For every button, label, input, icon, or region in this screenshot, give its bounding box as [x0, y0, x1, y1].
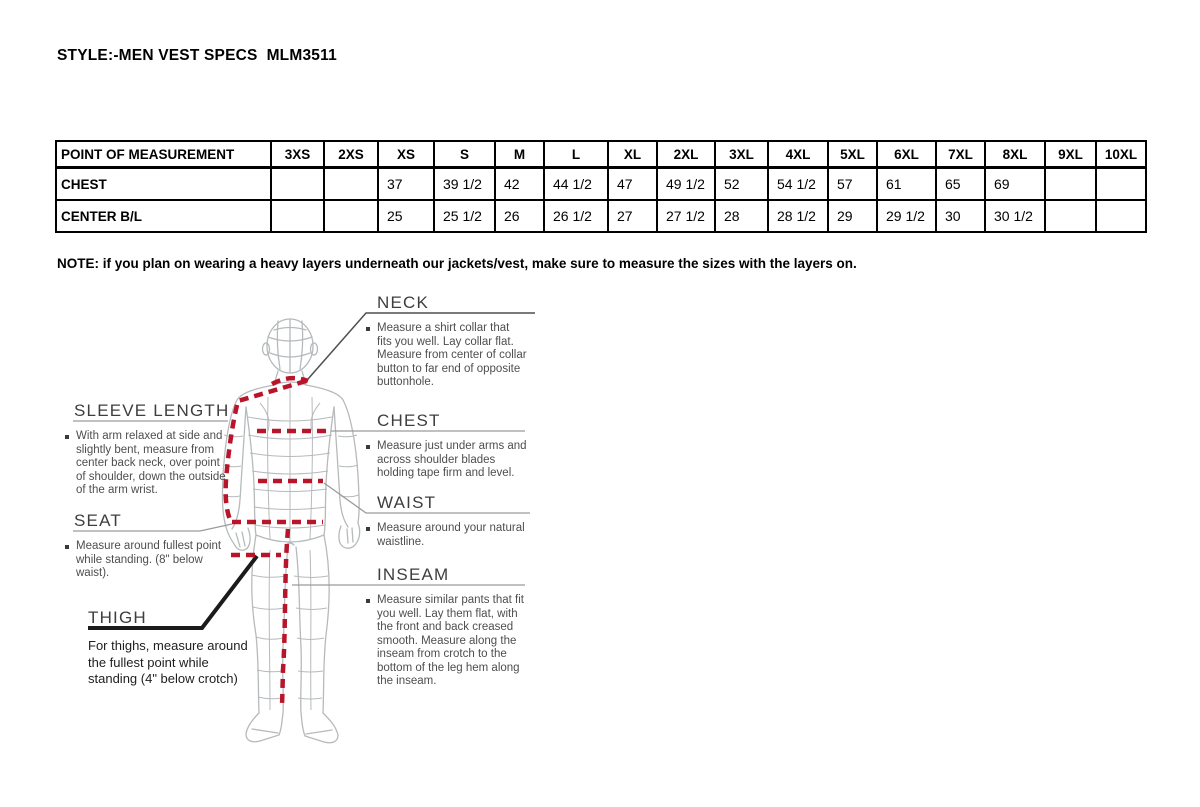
- section-text: Measure around fullest point while standing. (8" below waist).: [76, 540, 222, 579]
- section-title: NECK: [377, 293, 430, 312]
- cell-value: [1045, 200, 1096, 232]
- column-header-size: L: [544, 141, 608, 168]
- cell-value: 65: [936, 168, 985, 201]
- column-header-size: 4XL: [768, 141, 828, 168]
- cell-value: 26: [495, 200, 544, 232]
- cell-value: 52: [715, 168, 768, 201]
- bullet-icon: [366, 327, 370, 331]
- section-text: Measure just under arms and across shoulder blades holding tape firm and level.: [377, 440, 527, 479]
- cell-value: 27: [608, 200, 657, 232]
- column-header-size: XS: [378, 141, 434, 168]
- cell-value: 26 1/2: [544, 200, 608, 232]
- section-text: For thighs, measure around the fullest point while standing (4" below crotch): [88, 638, 248, 686]
- cell-value: 29: [828, 200, 877, 232]
- cell-value: 30 1/2: [985, 200, 1045, 232]
- column-header-size: M: [495, 141, 544, 168]
- section-neck: [365, 293, 540, 390]
- section-seat: [64, 511, 239, 581]
- section-chest: [365, 411, 540, 481]
- section-inseam: [365, 565, 540, 689]
- column-header-size: 3XS: [271, 141, 324, 168]
- cell-value: [271, 200, 324, 232]
- note-text: NOTE: if you plan on wearing a heavy layers underneath our jackets/vest, make sure to measure the sizes with the layers on.: [57, 256, 857, 271]
- measurement-diagram: [60, 285, 540, 750]
- section-thigh: [83, 608, 258, 688]
- cell-value: 27 1/2: [657, 200, 715, 232]
- section-text: With arm relaxed at side and slightly bent, measure from center back neck, over point of shoulder, down the outside of the arm wrist.: [76, 430, 226, 496]
- column-header-size: 3XL: [715, 141, 768, 168]
- column-header-size: XL: [608, 141, 657, 168]
- cell-value: [324, 200, 378, 232]
- column-header-size: 6XL: [877, 141, 936, 168]
- header-row: [56, 141, 1146, 168]
- cell-value: 54 1/2: [768, 168, 828, 201]
- section-title: WAIST: [377, 493, 437, 512]
- cell-value: [324, 168, 378, 201]
- cell-value: 42: [495, 168, 544, 201]
- column-header-size: 2XL: [657, 141, 715, 168]
- column-header-size: 10XL: [1096, 141, 1146, 168]
- cell-value: 69: [985, 168, 1045, 201]
- column-header-size: 7XL: [936, 141, 985, 168]
- cell-value: [1096, 168, 1146, 201]
- cell-value: 49 1/2: [657, 168, 715, 201]
- cell-value: 37: [378, 168, 434, 201]
- row-label: CHEST: [56, 168, 271, 201]
- section-waist: [365, 493, 540, 549]
- section-title: THIGH: [88, 608, 147, 627]
- column-header-size: 9XL: [1045, 141, 1096, 168]
- column-header-size: 2XS: [324, 141, 378, 168]
- cell-value: 57: [828, 168, 877, 201]
- table-row-chest: [56, 168, 1146, 201]
- cell-value: 29 1/2: [877, 200, 936, 232]
- bullet-icon: [366, 599, 370, 603]
- section-text: Measure around your natural waistline.: [377, 522, 525, 548]
- cell-value: 25 1/2: [434, 200, 495, 232]
- section-sleeve-length: [64, 401, 239, 498]
- cell-value: 25: [378, 200, 434, 232]
- cell-value: 61: [877, 168, 936, 201]
- bullet-icon: [366, 527, 370, 531]
- table-row-center-bl: [56, 200, 1146, 232]
- cell-value: 39 1/2: [434, 168, 495, 201]
- row-label: CENTER B/L: [56, 200, 271, 232]
- cell-value: 28: [715, 200, 768, 232]
- cell-value: 44 1/2: [544, 168, 608, 201]
- column-header-size: S: [434, 141, 495, 168]
- bullet-icon: [65, 435, 69, 439]
- section-title: SLEEVE LENGTH: [74, 401, 230, 420]
- cell-value: [1045, 168, 1096, 201]
- column-header-size: 5XL: [828, 141, 877, 168]
- column-header-size: 8XL: [985, 141, 1045, 168]
- bullet-icon: [366, 445, 370, 449]
- section-title: CHEST: [377, 411, 441, 430]
- cell-value: [1096, 200, 1146, 232]
- cell-value: 30: [936, 200, 985, 232]
- section-title: SEAT: [74, 511, 122, 530]
- cell-value: 28 1/2: [768, 200, 828, 232]
- cell-value: [271, 168, 324, 201]
- column-header-point-of-measurement: POINT OF MEASUREMENT: [56, 141, 271, 168]
- bullet-icon: [65, 545, 69, 549]
- cell-value: 47: [608, 168, 657, 201]
- section-text: Measure similar pants that fit you well. Lay them flat, with the front and back creased smooth. Measure along the inseam from crotch to the bottom of the leg hem along the inseam.: [377, 594, 525, 687]
- size-spec-table: [55, 140, 1147, 233]
- section-title: INSEAM: [377, 565, 450, 584]
- section-text: Measure a shirt collar that fits you well. Lay collar flat. Measure from center of collar button to far end of opposite buttonhole.: [377, 322, 527, 388]
- document-title: STYLE:-MEN VEST SPECS MLM3511: [57, 47, 337, 64]
